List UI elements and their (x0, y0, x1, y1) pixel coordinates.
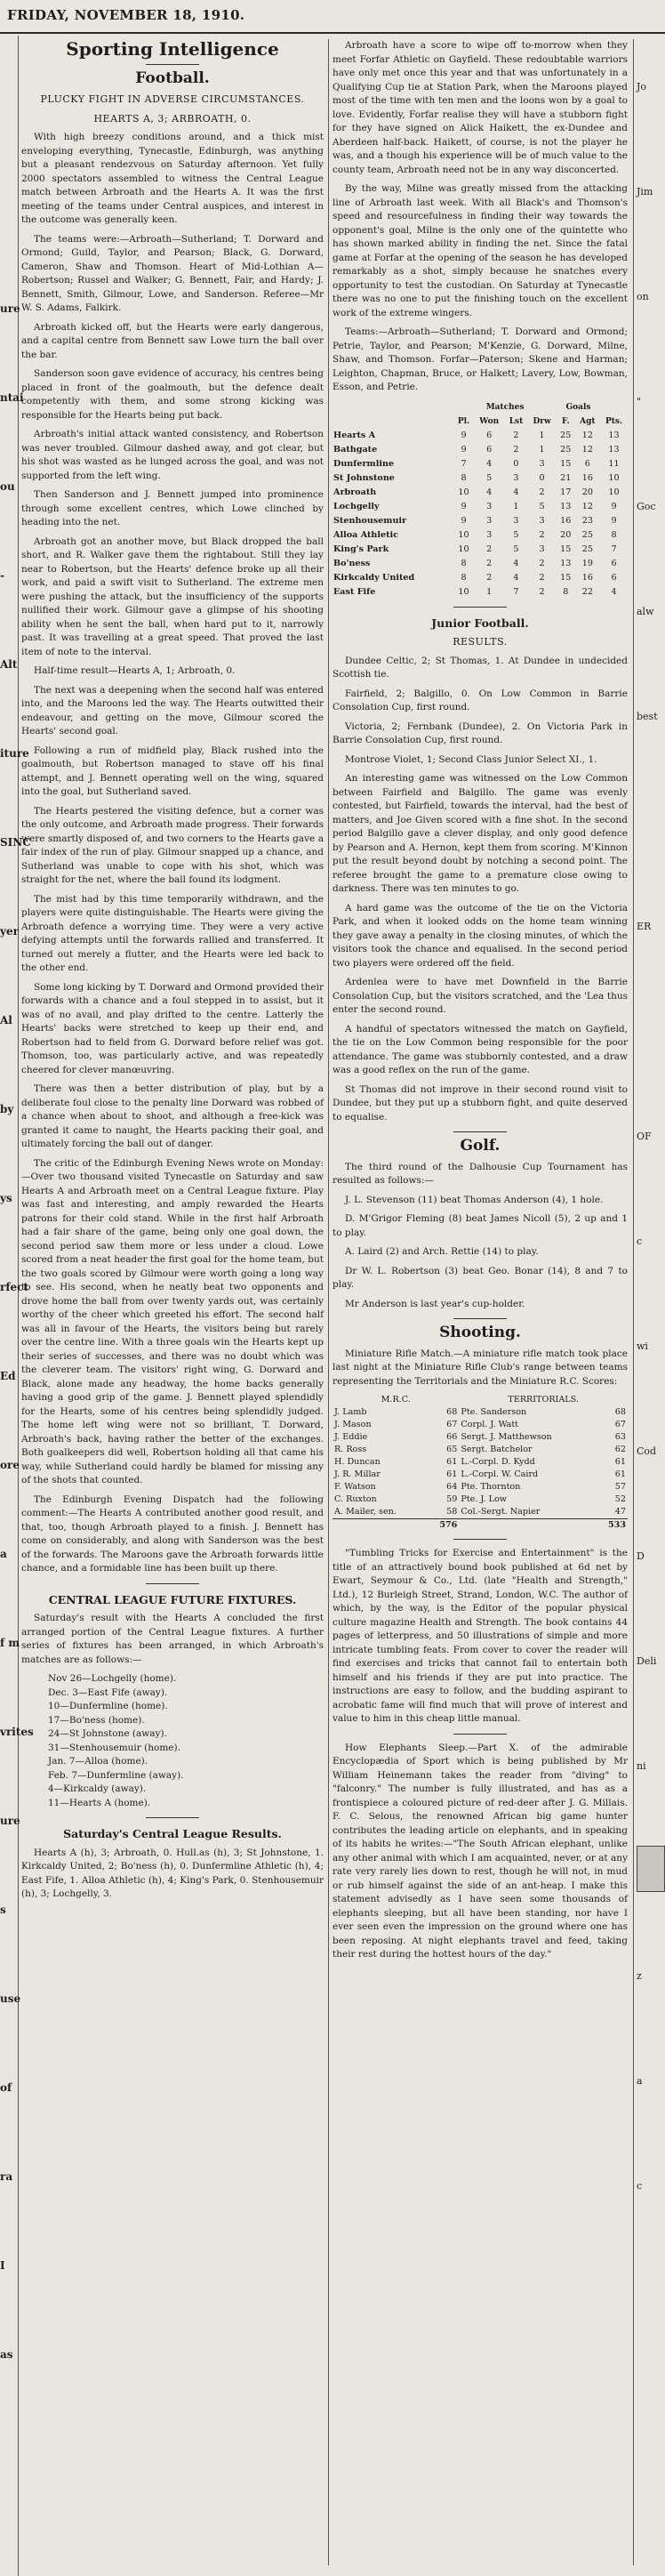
league-cell: 2 (539, 572, 545, 583)
team-name: Kirkcaldy United (333, 572, 415, 583)
score: 63 (614, 1432, 626, 1442)
cropped-fragment: Deli (637, 1655, 657, 1667)
league-cell: 2 (513, 430, 519, 440)
report-paragraph: The mist had by this time temporarily withdrawn, and the players were quite distinguishable. The Hearts were giving the Arbroath defence a worrying time. They were a very active defying attempts until the forwards rallied and transferred. It turned out merely a flutter, and the Hearts were led back to the other end. (21, 893, 324, 973)
junior-paragraph: Ardenlea were to have met Downfield in the Barrie Consolation Cup, but the visitors scratched, and the 'Lea thus enter the second round. (332, 977, 628, 1015)
league-cell: 15 (560, 543, 572, 554)
league-cell: 3 (486, 529, 493, 540)
cropped-word: ure (0, 1815, 20, 1827)
league-cell: 13 (608, 444, 620, 455)
cropped-fragment: best (637, 711, 658, 722)
report-paragraph: The teams were:—Arbroath—Sutherland; T. Dorward and Ormond; Guild, Taylor, and Pearson; Black, G. Dorward, Cameron, Shaw and Thomson. Heart of Mid-Lothian A—Robertson; Russel and Walker; G. Bennett, Fair, and Hardy; J. Bennett, Smith, Gilmour, Lowe, and Sanderson. Referee—Mr W. S. Adams, Falkirk. (21, 233, 324, 313)
shooting-intro: Miniature Rifle Match.—A miniature rifle match took place last night at the Miniature Rifle Club's range between teams representing the Territorials and the Miniature R.C. Scores: (332, 1348, 628, 1387)
cropped-fragment: c (637, 1236, 643, 1247)
report-paragraph: The Hearts pestered the visiting defence, but a corner was the only outcome, and Arbroath made progress. Their forwards were smartly disposed of, and two corners to the Hearts gave a fair index of the run of play. Gilmour snapped up a chance, and Sutherland was unable to cope with his shot, which was straight for the net, where the ball found its lodgment. (21, 805, 324, 885)
league-cell: 5 (486, 472, 493, 483)
junior-paragraph: St Thomas did not improve in their second round visit to Dundee, but they put up a stubborn fight, and quite deserved to equalise. (332, 1083, 628, 1123)
league-cell: 15 (560, 572, 572, 583)
cropped-word: rfect (0, 1281, 28, 1293)
report-paragraph: The next was a deepening when the second half was entered into, and the Maroons led the way. The Hearts outwitted their endeavour, and getting on the move, Gilmour scored the Hearts' second goal. (21, 684, 324, 737)
league-cell: 10 (458, 529, 469, 540)
league-cell: 5 (513, 529, 519, 540)
league-cell: 9 (461, 430, 467, 440)
table-row (332, 543, 628, 557)
table-row (332, 1493, 628, 1506)
team-name: Hearts A (333, 430, 376, 440)
mrc-total: 576 (428, 1519, 459, 1533)
league-cell: 25 (581, 529, 593, 540)
league-cell: 25 (560, 430, 572, 440)
table-row (332, 486, 628, 500)
divider (146, 1583, 199, 1584)
score: 67 (446, 1420, 458, 1429)
score: 59 (446, 1494, 458, 1504)
table-row (332, 585, 628, 600)
divider (146, 1817, 199, 1818)
team-name: Alloa Athletic (333, 529, 399, 540)
column-divider-right (633, 39, 634, 2565)
score: 61 (614, 1457, 626, 1467)
cropped-word: a (0, 1548, 7, 1560)
match-report (21, 131, 324, 1576)
cropped-word: ure (0, 302, 20, 315)
cropped-word: Ed (0, 1370, 16, 1382)
golf-paragraph: Mr Anderson is last year's cup-holder. (345, 1298, 525, 1309)
team-name: Bo'ness (333, 558, 371, 568)
divider (453, 1734, 507, 1735)
league-cell: 12 (581, 430, 593, 440)
team-name: Arbroath (333, 487, 377, 497)
report-paragraph: Arbroath's initial attack wanted consistency, and Robertson was never troubled. Gilmour dashed away, and got clear, but his shot was wasted as he lunged across the goal, and was not supported from the left wing. (21, 429, 324, 481)
league-table-header (332, 415, 628, 429)
league-cell: 3 (539, 515, 545, 526)
golf-paragraph: Dr W. L. Robertson (3) beat Geo. Bonar (14), 8 and 7 to play. (332, 1265, 628, 1290)
fixture-item: Feb. 7—Dunfermline (away). (48, 1769, 184, 1781)
league-cell: 15 (560, 458, 572, 469)
cropped-word: - (0, 569, 4, 582)
cropped-word: I (0, 2259, 5, 2272)
league-cell: 10 (608, 472, 620, 483)
league-cell: 9 (461, 515, 467, 526)
cropped-word: as (0, 2348, 13, 2361)
divider (453, 1131, 507, 1132)
league-cell: 13 (560, 501, 572, 511)
team-name: Dunfermline (333, 458, 395, 469)
team-name: East Fife (333, 586, 376, 597)
shooter-name: Pte. Thornton (461, 1482, 521, 1492)
league-cell: 4 (611, 586, 617, 597)
cropped-word: use (0, 1992, 21, 2005)
preview-paragraph: Arbroath have a score to wipe off to-morrow when they meet Forfar Athletic on Gayfield. These redoubtable warriors have only met once this year and that was unfortunately in a Qualifying Cup tie at Station Park, when the Maroons played most of the time with ten men and the loons won by a goal to love. Evidently, Forfar realise they will have a stubborn fight for they have signed on Alick Haikett, the ex-Dundee and Aberdeen half-back. Haikett, of course, is not the player he was, and a though his experience will be of much value to the county team, Arbroath need not be in any way disconcerted. (332, 40, 628, 175)
league-cell: 20 (581, 487, 593, 497)
forfar-preview (332, 39, 628, 395)
table-row (332, 1456, 628, 1469)
golf-report (332, 1161, 628, 1312)
junior-paragraph: Dundee Celtic, 2; St Thomas, 1. At Dundee in undecided Scottish tie. (332, 655, 628, 680)
golf-heading: Golf. (460, 1137, 501, 1155)
league-column-header: Pl. (457, 416, 470, 426)
cropped-fragment: " (637, 396, 642, 407)
league-cell: 16 (581, 572, 593, 583)
league-cell: 4 (486, 458, 493, 469)
table-row (332, 557, 628, 571)
territorials-total: 533 (597, 1519, 628, 1533)
right-cropped-column (637, 80, 665, 2571)
table-row (332, 514, 628, 528)
league-column-header: Pts. (605, 416, 623, 426)
report-paragraph: Arbroath got an another move, but Black dropped the ball short, and R. Walker gave them the rightabout. Still they lay near to Robertson, but the Hearts' defence broke up all their work, and paid a swift visit to Sutherland. The extreme men were pushing the attack, but the insufficiency of the supports nullified their work. Gilmour gave a glimpse of his shooting ability when he sent the ball, when hard put to it, narrowly past. It was travelling at a great speed. That proved the last item of note to the interval. (21, 535, 324, 657)
report-paragraph: Sanderson soon gave evidence of accuracy, his centres being placed in front of the goalmouth, but the defence dealt competently with them, and some strong kicking was responsible for the Hearts being put back. (21, 368, 324, 421)
report-paragraph: With high breezy conditions around, and a thick mist enveloping everything, Tynecastle, Edinburgh, was anything but a pleasant rendezvous on Saturday afternoon. Yet fully 2000 spectators assembled to witness the Central League match between Arbroath and the Hearts A. It was the first meeting of the teams under Central auspices, and interest in the outcome was generally keen. (21, 132, 324, 225)
fixture-item: Jan. 7—Alloa (home). (48, 1756, 148, 1767)
fixture-item: 11—Hearts A (home). (48, 1797, 151, 1808)
league-cell: 12 (581, 444, 593, 455)
junior-heading: Junior Football. (431, 616, 529, 630)
fixtures-list (21, 1672, 324, 1810)
table-row (332, 500, 628, 514)
report-paragraph: The Edinburgh Evening Dispatch had the following comment:—The Hearts A contributed another good result, and that, too, though Arbroath played to a finish. J. Bennett has come on considerably, and along with Sanderson was the best of the forwards. The Maroons gave the Arbroath forwards little chance, and a formidable line has been built up there. (21, 1493, 324, 1574)
table-row (332, 1444, 628, 1456)
league-cell: 9 (461, 501, 467, 511)
fixture-item: Dec. 3—East Fife (away). (48, 1686, 168, 1698)
report-paragraph: Following a run of midfield play, Black rushed into the goalmouth, but Robertson managed to stave off his final attempt, and J. Bennett operating well on the wing, squared into the goal, but Sutherland saved. (21, 745, 324, 797)
mrc-header: M.R.C. (381, 1395, 411, 1405)
league-cell: 25 (581, 543, 593, 554)
league-cell: 7 (513, 586, 519, 597)
junior-report (332, 655, 628, 1125)
league-cell: 1 (539, 430, 545, 440)
report-paragraph: Half-time result—Hearts A, 1; Arbroath, 0. (34, 665, 236, 676)
results-heading: Saturday's Central League Results. (63, 1827, 282, 1840)
cropped-fragment: on (637, 291, 649, 302)
table-row (332, 1481, 628, 1493)
league-cell: 17 (560, 487, 572, 497)
league-cell: 16 (560, 515, 572, 526)
shooter-name: J. Lamb (334, 1407, 367, 1417)
fixture-item: 17—Bo'ness (home). (48, 1714, 145, 1726)
shooter-name: F. Watson (334, 1482, 376, 1492)
junior-paragraph: A hard game was the outcome of the tie on the Victoria Park, and when it looked odds on the home team winning they gave away a penalty in the closing minutes, of which the visitors took the chance and equalised. In the second period two players were ordered off the field. (332, 902, 628, 969)
cropped-fragment: ER (637, 921, 652, 932)
score: 52 (614, 1494, 626, 1504)
elephants-notice: How Elephants Sleep.—Part X. of the admirable Encyclopædia of Sport which is being published by Mr William Heinemann takes the reader from "diving" to "falconry." The number is fully illustrated, and has as a frontispiece a coloured picture of red-deer after J. G. Millais. F. C. Selous, the renowned African big game hunter contributes the leading article on elephants, and in speaking of its habits he writes:—"The South African elephant, unlike any other animal with which I am acquainted, never, or at any rate very rarely lies down to rest, though he will not, in mud or rub himself against the side of an ant-heap. I make this statement advisedly as I have seen some thousands of elephants sleeping, but all have been standing, nor have I ever seen even the impression on the ground where one has been reposing. At night elephants travel and feed, taking their rest during the hottest hours of the day." (332, 1742, 628, 1960)
cropped-word: f m (0, 1637, 20, 1649)
league-cell: 16 (581, 472, 593, 483)
score: 64 (446, 1482, 458, 1492)
league-cell: 13 (608, 430, 620, 440)
league-cell: 6 (486, 444, 493, 455)
league-cell: 10 (458, 586, 469, 597)
advert-graphic (637, 1846, 665, 1892)
score: 57 (614, 1482, 626, 1492)
score: 68 (446, 1407, 458, 1417)
territorials-header: TERRITORIALS. (508, 1395, 579, 1405)
league-column-header (332, 415, 453, 429)
table-row (332, 1419, 628, 1431)
junior-paragraph: Fairfield, 2; Balgillo, 0. On Low Common in Barrie Consolation Cup, first round. (332, 688, 628, 712)
fixture-item: Nov 26—Lochgelly (home). (48, 1673, 177, 1684)
fixture-item: 4—Kirkcaldy (away). (48, 1783, 147, 1794)
league-cell: 4 (486, 487, 493, 497)
league-cell: 8 (461, 558, 467, 568)
table-row (332, 471, 628, 486)
fixtures-heading: CENTRAL LEAGUE FUTURE FIXTURES. (48, 1592, 297, 1606)
league-cell: 3 (539, 458, 545, 469)
cropped-fragment: wi (637, 1340, 648, 1352)
cropped-word: by (0, 1103, 14, 1115)
cropped-word: Al (0, 1014, 12, 1026)
league-cell: 4 (513, 487, 519, 497)
cropped-word: iture (0, 747, 29, 760)
shooter-name: R. Ross (334, 1445, 367, 1454)
league-cell: 2 (539, 558, 545, 568)
shooting-heading: Shooting. (439, 1324, 521, 1341)
issue-date: FRIDAY, NOVEMBER 18, 1910. (7, 7, 245, 23)
league-cell: 12 (581, 501, 593, 511)
matches-header: Matches (485, 402, 525, 412)
league-cell: 2 (513, 444, 519, 455)
league-column-header: Won (479, 416, 500, 426)
shooter-name: C. Ruxton (334, 1494, 377, 1504)
junior-paragraph: A handful of spectators witnessed the match on Gayfield, the tie on the Low Common being responsible for the poor attendance. The game was stubbornly contested, and a draw was a good reflex on the run of the game. (332, 1023, 628, 1075)
league-cell: 5 (539, 501, 545, 511)
football-heading: Football. (135, 68, 210, 87)
score: 61 (446, 1457, 458, 1467)
league-cell: 2 (539, 487, 545, 497)
league-cell: 2 (486, 558, 493, 568)
league-cell: 3 (513, 515, 519, 526)
league-cell: 0 (513, 458, 519, 469)
score: 67 (614, 1420, 626, 1429)
cropped-fragment: alw (637, 606, 654, 617)
junior-results-label: RESULTS. (453, 636, 508, 648)
shooter-name: H. Duncan (334, 1457, 381, 1467)
team-name: King's Park (333, 543, 389, 554)
golf-paragraph: J. L. Stevenson (11) beat Thomas Anderson (4), 1 hole. (345, 1194, 604, 1205)
cropped-fragment: ni (637, 1760, 646, 1772)
shooter-name: J. Mason (334, 1420, 372, 1429)
golf-paragraph: The third round of the Dalhousie Cup Tournament has resulted as follows:— (332, 1161, 628, 1186)
league-cell: 6 (611, 558, 617, 568)
cropped-word: SINC (0, 836, 31, 849)
league-column-header: Lst (509, 416, 524, 426)
league-cell: 8 (611, 529, 617, 540)
cropped-fragment: a (637, 2075, 643, 2087)
report-paragraph: There was then a better distribution of play, but by a deliberate foul close to the penalty line Dorward was robbed of a chance when about to shoot, and although a free-kick was granted it came to naught, the Hearts packing their goal, and ultimately forcing the ball out of danger. (21, 1083, 324, 1149)
team-name: Lochgelly (333, 501, 380, 511)
cropped-fragment: z (637, 1970, 642, 1982)
league-cell: 19 (581, 558, 593, 568)
shooting-scores (332, 1394, 628, 1532)
league-cell: 22 (581, 586, 593, 597)
masthead (0, 0, 665, 34)
league-cell: 7 (461, 458, 467, 469)
fixture-item: 10—Dunfermline (home). (48, 1701, 168, 1711)
golf-paragraph: D. M'Grigor Fleming (8) beat James Nicoll (5), 2 up and 1 to play. (332, 1213, 628, 1238)
league-cell: 10 (458, 543, 469, 554)
league-cell: 8 (461, 472, 467, 483)
table-row (332, 1431, 628, 1444)
shooting-totals (332, 1519, 628, 1533)
left-cropped-column (0, 36, 34, 2576)
shooter-name: Sergt. J. Matthewson (461, 1432, 552, 1442)
league-cell: 6 (611, 572, 617, 583)
junior-paragraph: Victoria, 2; Fernbank (Dundee), 2. On Victoria Park in Barrie Consolation Cup, first round. (332, 720, 628, 745)
fixture-item: 31—Stenhousemuir (home). (48, 1742, 180, 1753)
fixtures-intro: Saturday's result with the Hearts A concluded the first arranged portion of the Central League fixtures. A further series of fixtures has been arranged, in which Arbroath's matches are as follows:— (21, 1613, 324, 1665)
cropped-fragment: D (637, 1550, 645, 1562)
table-row (332, 1506, 628, 1519)
cropped-word: ou (0, 480, 15, 493)
fixture-item: 24—St Johnstone (away). (48, 1728, 167, 1739)
score: 68 (614, 1407, 626, 1417)
cropped-fragment: OF (637, 1131, 652, 1142)
divider (146, 64, 199, 65)
report-paragraph: The critic of the Edinburgh Evening News wrote on Monday:—Over two thousand visited Tynecastle on Saturday and saw Hearts A and Arbroath meet on a Central League fixture. Play was fast and interesting, and amply rewarded the Hearts patrons for their cold stand. While in the first half Arbroath had a fair share of the game, being only one goal down, the second period saw them more or less under a cloud. Lowe scored from a neat header the first goal for the home team, but the two goals scored by Gilmour were worth going a long way to see. His second, when he neatly beat two opponents and drove home the ball from over twenty yards out, was certainly worthy of the cheer which greeted his effort. The second half was all in favour of the Hearts, the visitors being but rarely over the centre line. With a three goals win the Hearts kept up their series of successes, and there was no doubt which was the cleverer team. The visitors' right wing, G. Dorward and Black, alone made any headway, the home backs generally having a good grip of the game. J. Bennett played splendidly for the Hearts, some of his centres being splendidly judged. The home left wing were not so brilliant, T. Dorward, Arbroath's back, having rather the better of the exchanges. Both goalkeepers did well, Robertson holding all that came his way, while Sutherland could hardly be blamed for missing any of the shots that counted. (21, 1157, 324, 1485)
league-cell: 5 (513, 543, 519, 554)
shooter-name: J. R. Millar (334, 1469, 381, 1479)
junior-paragraph: Montrose Violet, 1; Second Class Junior Select XI., 1. (345, 753, 597, 765)
team-name: St Johnstone (333, 472, 395, 483)
league-cell: 2 (486, 572, 493, 583)
shooter-name: Corpl. J. Watt (461, 1420, 519, 1429)
cropped-word: ore (0, 1459, 20, 1471)
goals-header: Goals (565, 402, 591, 412)
league-cell: 8 (563, 586, 569, 597)
score: 61 (446, 1469, 458, 1479)
cropped-word: ntai (0, 391, 24, 404)
column-divider (328, 39, 329, 2565)
team-name: Stenhousemuir (333, 515, 407, 526)
cropped-fragment: Jo (637, 81, 647, 93)
league-cell: 6 (486, 430, 493, 440)
league-cell: 10 (608, 487, 620, 497)
table-row (332, 1469, 628, 1481)
score: 66 (446, 1432, 458, 1442)
table-row (332, 429, 628, 443)
shooter-name: A. Mailer, sen. (334, 1507, 397, 1517)
league-cell: 21 (560, 472, 572, 483)
team-name: Bathgate (333, 444, 378, 455)
score: 47 (614, 1507, 626, 1517)
league-table (332, 400, 628, 600)
score-line: HEARTS A, 3; ARBROATH, 0. (93, 112, 252, 125)
report-paragraph: Then Sanderson and J. Bennett jumped into prominence through some excellent centres, which Lowe clinched by heading into the net. (21, 489, 324, 527)
divider (453, 1318, 507, 1319)
league-cell: 2 (539, 586, 545, 597)
league-cell: 3 (486, 515, 493, 526)
shooter-name: L.-Corpl. W. Caird (461, 1469, 539, 1479)
league-column-header: Drw (533, 416, 551, 426)
league-cell: 3 (486, 501, 493, 511)
league-cell: 1 (513, 501, 519, 511)
score: 58 (446, 1507, 458, 1517)
score: 61 (614, 1469, 626, 1479)
league-cell: 6 (584, 458, 590, 469)
cropped-fragment: Cod (637, 1445, 657, 1457)
shooter-name: Sergt. Batchelor (461, 1445, 533, 1454)
league-cell: 13 (560, 558, 572, 568)
cropped-word: yer (0, 925, 19, 938)
cropped-fragment: c (637, 2180, 643, 2192)
cropped-word: vrites (0, 1726, 34, 1738)
league-cell: 2 (486, 543, 493, 554)
league-cell: 10 (458, 487, 469, 497)
cropped-word: of (0, 2081, 12, 2094)
cropped-word: s (0, 1904, 6, 1916)
report-paragraph: Arbroath kicked off, but the Hearts were early dangerous, and a capital centre from Bennett saw Lowe turn the ball over the bar. (21, 321, 324, 360)
subheadline: PLUCKY FIGHT IN ADVERSE CIRCUMSTANCES. (40, 93, 305, 105)
shooting-header (332, 1394, 628, 1406)
report-paragraph: Some long kicking by T. Dorward and Ormond provided their forwards with a chance and a foul stepped in to assist, but it was of no avail, and play drifted to the centre. Latterly the Hearts' backs were stretched to keep up their end, and Robertson had to field from G. Dorward before relief was got. Thomson, too, was particularly active, and was repeatedly cheered for clever manœuvring. (21, 981, 324, 1075)
league-cell: 25 (560, 444, 572, 455)
table-row (332, 571, 628, 585)
cropped-fragment: Jim (637, 186, 653, 197)
league-cell: 23 (581, 515, 593, 526)
preview-paragraph: By the way, Milne was greatly missed from the attacking line of Arbroath last week. With all Black's and Thomson's speed and resourcefulness in finding their way towards the opponent's goal, Milne is the only one of the quintette who has shown marked ability in finding the net. Since the fatal game at Forfar at the opening of the season he has developed remarkably as a shot, simply because he snatches every opportunity to test the custodian. On Saturday at Tynecastle there was no one to put the finishing touch on the excellent work of the extreme wingers. (332, 183, 628, 318)
preview-paragraph: Teams:—Arbroath—Sutherland; T. Dorward and Ormond; Petrie, Taylor, and Pearson; M'Kenzie, G. Dorward, Milne, Shaw, and Thomson. Forfar—Paterson; Skene and Harman; Leighton, Chapman, Bruce, or Halkett; Lavery, Low, Bowman, Esson, and Petrie. (332, 326, 628, 392)
tumbling-notice: "Tumbling Tricks for Exercise and Entertainment" is the title of an attractively bound book published at 6d net by Ewart, Seymour & Co., Ltd. (late "Health and Strength," Ltd.), 12 Burleigh Street, Strand, London, W.C. The author of which, by the way, is the Editor of the popular physical culture magazine Health and Strength. The book contains 44 pages of letterpress, and 50 illustrations of simple and more intricate tumbling feats. From cover to cover the reader will find exercises and tricks that cannot fail to entertain both himself and his friends if they are put into practice. The instructions are easy to follow, and the budding aspirant to acrobatic fame will find much that will prove of interest and value to him in this cheap little manual. (332, 1548, 628, 1724)
league-cell: 9 (611, 515, 617, 526)
league-cell: 11 (608, 458, 620, 469)
league-cell: 7 (611, 543, 617, 554)
shooter-name: J. Eddie (334, 1432, 368, 1442)
shooter-name: Col.-Sergt. Napier (461, 1507, 541, 1517)
cropped-word: ra (0, 2170, 13, 2183)
shooter-name: Pte. J. Low (461, 1494, 508, 1504)
column-sporting-continued (332, 39, 628, 1968)
league-table-group-header (332, 400, 628, 415)
league-cell: 1 (539, 444, 545, 455)
league-cell: 4 (513, 558, 519, 568)
divider (453, 1539, 507, 1540)
league-cell: 0 (539, 472, 545, 483)
league-cell: 2 (539, 529, 545, 540)
league-cell: 9 (611, 501, 617, 511)
junior-paragraph: An interesting game was witnessed on the Low Common between Fairfield and Balgillo. The game was evenly contested, but Fairfield, towards the interval, had the best of matters, and Joe Given scored with a fine shot. In the second period Balgillo gave a clever display, and only good defence by Pearson and A. Hernon, kept them from scoring. M'Kinnon put the result beyond doubt by notching a second point. The referee brought the game to a premature close owing to darkness. There was ten minutes to go. (332, 773, 628, 894)
table-row (332, 443, 628, 457)
league-cell: 3 (539, 543, 545, 554)
league-cell: 1 (486, 586, 493, 597)
cropped-word: ys (0, 1192, 12, 1204)
league-column-header: Agt (580, 416, 596, 426)
league-cell: 4 (513, 572, 519, 583)
golf-paragraph: A. Laird (2) and Arch. Rettie (14) to play. (345, 1246, 539, 1257)
score: 62 (614, 1445, 626, 1454)
table-row (332, 457, 628, 471)
cropped-fragment: Goc (637, 501, 656, 512)
section-title: Sporting Intelligence (66, 38, 279, 60)
league-cell: 9 (461, 444, 467, 455)
results-text: Hearts A (h), 3; Arbroath, 0. Hull.as (h), 3; St Johnstone, 1. Kirkcaldy United, 2; Bo'ness (h), 0. Dunfermline Athletic (h), 4; East Fife, 1. Alloa Athletic (h), 4; King's Park, 0. Stenhousemuir (h), 3; Lochgelly, 3. (21, 1847, 324, 1899)
table-row (332, 1406, 628, 1419)
cropped-word: Alt (0, 658, 18, 671)
league-cell: 8 (461, 572, 467, 583)
league-cell: 3 (513, 472, 519, 483)
divider (453, 607, 507, 608)
league-column-header: F. (561, 416, 570, 426)
shooter-name: L.-Corpl. D. Kydd (461, 1457, 535, 1467)
column-sporting (21, 39, 324, 1907)
shooter-name: Pte. Sanderson (461, 1407, 527, 1417)
score: 65 (446, 1445, 458, 1454)
table-row (332, 528, 628, 543)
league-cell: 20 (560, 529, 572, 540)
